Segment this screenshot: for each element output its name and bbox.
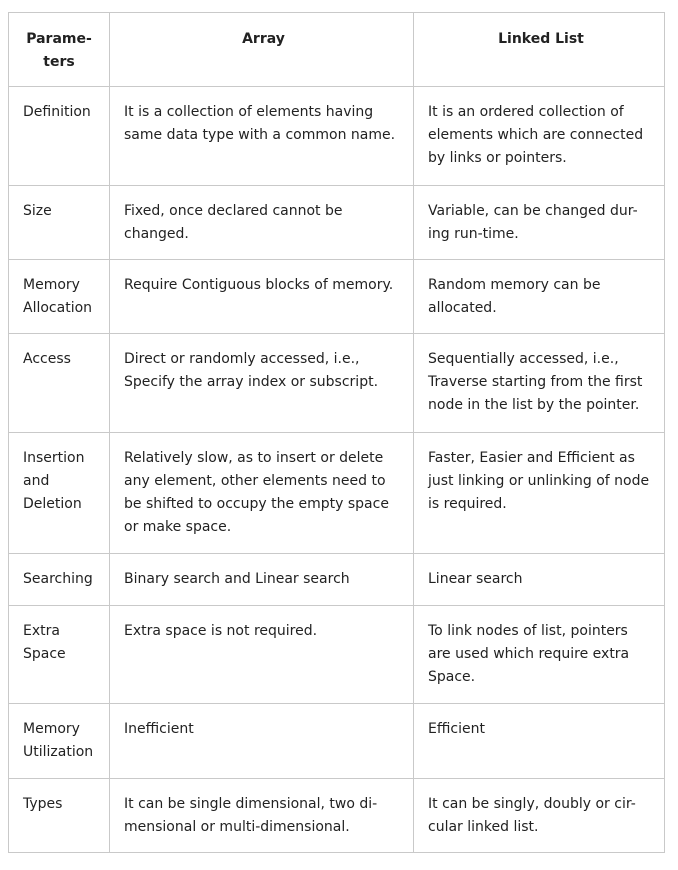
header-parameters <box>9 13 110 87</box>
parameter-cell: Memory Allocation <box>9 260 110 334</box>
array-cell: Binary search and Linear search <box>110 554 414 606</box>
parameter-cell: Extra Space <box>9 606 110 704</box>
linked-list-cell: Linear search <box>414 554 665 606</box>
linked-list-cell: Efficient <box>414 704 665 779</box>
header-parameters-line2: ters <box>43 54 75 70</box>
table-row <box>9 260 665 334</box>
comparison-table <box>8 12 665 853</box>
header-linked-list: Linked List <box>414 13 665 87</box>
table-row <box>9 334 665 433</box>
header-row <box>9 13 665 87</box>
linked-list-cell: It can be singly, doubly or cir-cular linked list. <box>414 779 665 853</box>
linked-list-cell: Sequentially accessed, i.e., Traverse starting from the first node in the list by the pointer. <box>414 334 665 433</box>
parameter-cell: Size <box>9 186 110 260</box>
header-array: Array <box>110 13 414 87</box>
parameter-cell: Types <box>9 779 110 853</box>
table-body <box>9 87 665 853</box>
array-cell: Fixed, once declared cannot be changed. <box>110 186 414 260</box>
parameter-cell: Memory Utilization <box>9 704 110 779</box>
header-parameters-line1: Parame- <box>26 31 92 47</box>
array-cell: Require Contiguous blocks of memory. <box>110 260 414 334</box>
linked-list-cell: It is an ordered collection of elements which are connected by links or pointers. <box>414 87 665 186</box>
array-cell: It can be single dimensional, two di-mensional or multi-dimensional. <box>110 779 414 853</box>
table-row <box>9 433 665 554</box>
parameter-cell: Definition <box>9 87 110 186</box>
table-row <box>9 704 665 779</box>
table-row <box>9 606 665 704</box>
table-row <box>9 87 665 186</box>
table-row <box>9 554 665 606</box>
table-row <box>9 779 665 853</box>
array-cell: Direct or randomly accessed, i.e., Specify the array index or subscript. <box>110 334 414 433</box>
linked-list-cell: To link nodes of list, pointers are used which require extra Space. <box>414 606 665 704</box>
array-cell: It is a collection of elements having same data type with a common name. <box>110 87 414 186</box>
linked-list-cell: Random memory can be allocated. <box>414 260 665 334</box>
table-row <box>9 186 665 260</box>
array-cell: Relatively slow, as to insert or delete any element, other elements need to be shifted to occupy the empty space or make space. <box>110 433 414 554</box>
table-header <box>9 13 665 87</box>
linked-list-cell: Faster, Easier and Efficient as just linking or unlinking of node is required. <box>414 433 665 554</box>
array-cell: Inefficient <box>110 704 414 779</box>
array-cell: Extra space is not required. <box>110 606 414 704</box>
parameter-cell: Searching <box>9 554 110 606</box>
linked-list-cell: Variable, can be changed dur-ing run-time. <box>414 186 665 260</box>
parameter-cell: Insertion and Deletion <box>9 433 110 554</box>
parameter-cell: Access <box>9 334 110 433</box>
